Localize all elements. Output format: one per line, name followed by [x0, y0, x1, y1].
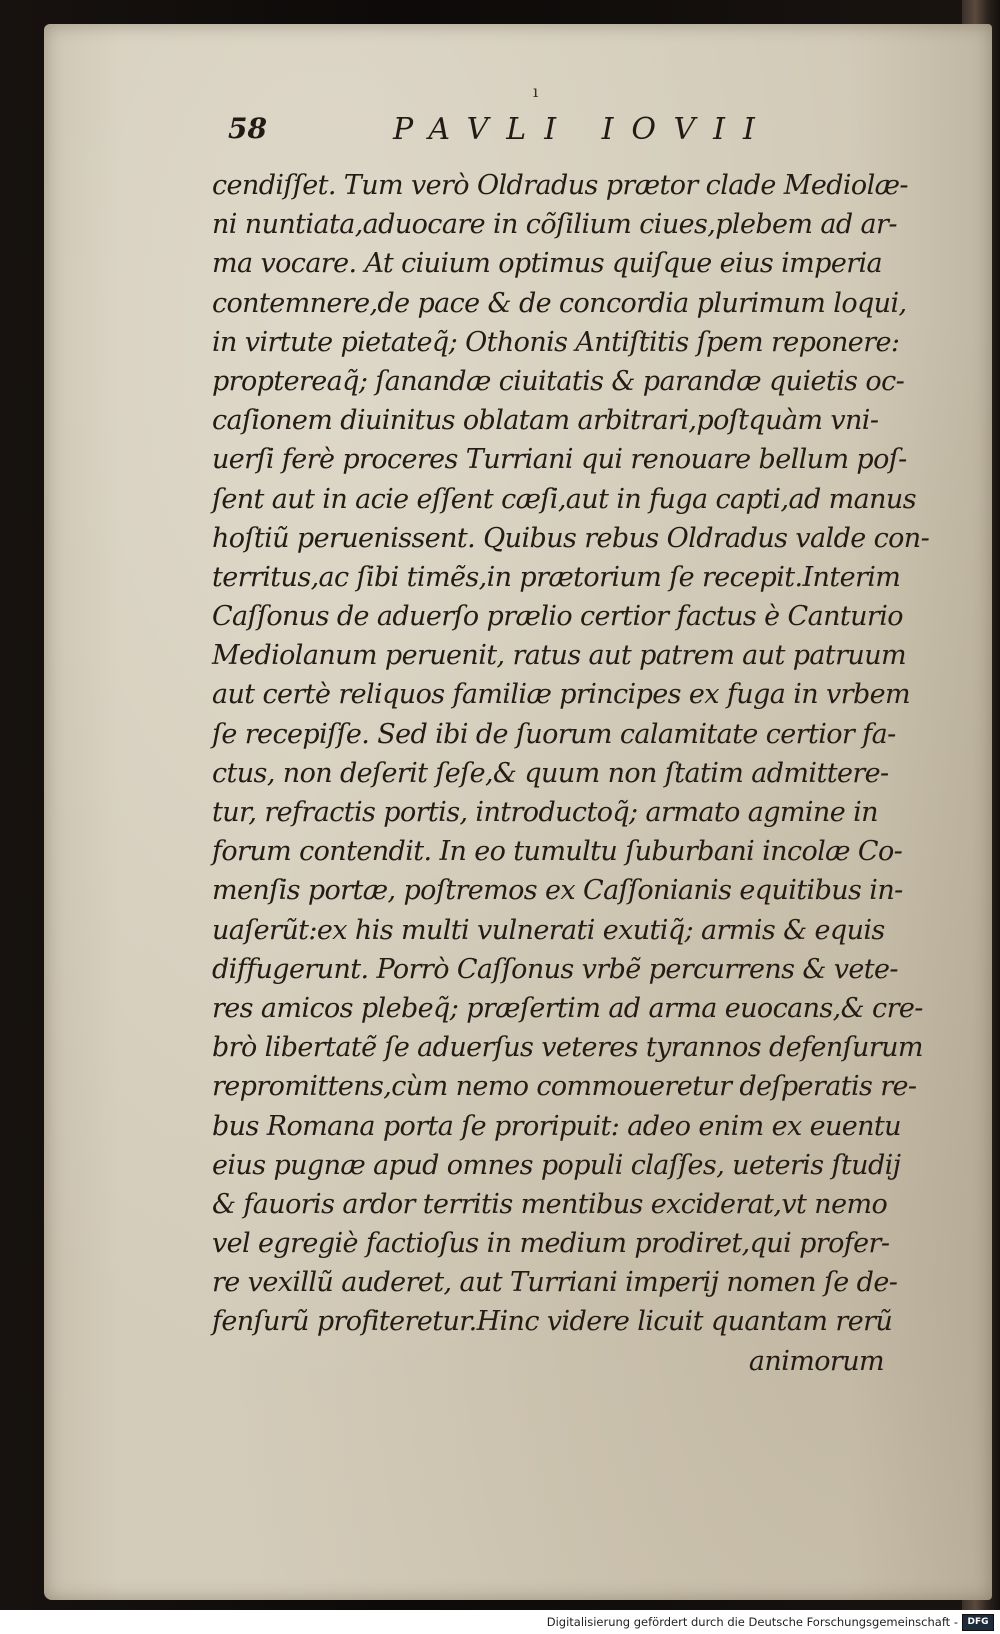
page-header	[228, 112, 788, 152]
text-line: re vexillũ auderet, aut Turriani imperij nomen ſe de-	[212, 1267, 898, 1299]
text-line: cendiſſet. Tum verò Oldradus prætor clade Mediolæ-	[212, 170, 908, 201]
text-line: proptereaq̃; ſanandæ ciuitatis & parandæ quietis oc-	[212, 365, 905, 397]
text-line: & fauoris ardor territis mentibus exciderat,vt nemo	[212, 1188, 888, 1220]
dfg-logo-icon: DFG	[962, 1614, 994, 1631]
funding-credit: Digitalisierung gefördert durch die Deutsche Forschungsgemeinschaft -	[546, 1615, 958, 1629]
page-mark: ı	[533, 82, 539, 101]
text-line: ctus, non deſerit ſeſe,& quum non ſtatim admittere-	[212, 757, 889, 789]
text-line: tur, refractis portis, introductoq̃; armato agmine in	[212, 797, 878, 828]
text-line: vel egregiè factioſus in medium prodiret,qui profer-	[212, 1228, 890, 1260]
text-line: eius pugnæ apud omnes populi claſſes, ueteris ſtudij	[212, 1149, 901, 1181]
body-text	[212, 166, 930, 1381]
text-line: uaſerũt:ex his multi vulnerati exutiq̃; armis & equis	[212, 914, 885, 946]
text-line: territus,ac ſibi timẽs,in prætorium ſe recepit.Interim	[212, 561, 901, 593]
text-line: brò libertatẽ ſe aduerſus veteres tyrannos defenſurum	[212, 1032, 923, 1064]
text-line: menſis portæ, poſtremos ex Caſſonianis equitibus in-	[212, 875, 903, 907]
text-line: diffugerunt. Porrò Caſſonus vrbẽ percurrens & vete-	[212, 953, 898, 985]
page-number: 58	[228, 112, 267, 145]
text-line: fenſurũ profiteretur.Hinc videre licuit quantam rerũ	[212, 1306, 893, 1338]
text-line: aut certè reliquos familiæ principes ex fuga in vrbem	[212, 679, 911, 711]
text-line: uerſi ferè proceres Turriani qui renouare bellum poſ-	[212, 444, 907, 476]
digitization-footer	[0, 1610, 1000, 1634]
catchword: animorum	[748, 1345, 884, 1377]
text-line: contemnere,de pace & de concordia plurimum loqui,	[212, 287, 907, 319]
text-line: res amicos plebeq̃; præſertim ad arma euocans,& cre-	[212, 992, 923, 1024]
text-line: ſent aut in acie eſſent cæſi,aut in fuga capti,ad manus	[212, 483, 916, 515]
text-line: in virtute pietateq̃; Othonis Antiſtitis ſpem reponere:	[212, 326, 900, 358]
running-head: PAVLI IOVII	[393, 112, 773, 147]
text-line: ſe recepiſſe. Sed ibi de ſuorum calamitate certior fa-	[212, 718, 896, 750]
text-line: Caſſonus de aduerſo prælio certior factus è Canturio	[212, 601, 903, 633]
text-line: ni nuntiata,aduocare in cõſilium ciues,plebem ad ar-	[212, 209, 897, 241]
text-line: hoſtiũ peruenissent. Quibus rebus Oldradus valde con-	[212, 522, 930, 554]
text-line: Mediolanum peruenit, ratus aut patrem aut patruum	[212, 640, 907, 672]
text-line: caſionem diuinitus oblatam arbitrari,poſtquàm vni-	[212, 405, 879, 437]
text-line: forum contendit. In eo tumultu ſuburbani incolæ Co-	[212, 836, 903, 868]
text-line: bus Romana porta ſe proripuit: adeo enim ex euentu	[212, 1110, 901, 1142]
text-line: repromittens,cùm nemo commoueretur deſperatis re-	[212, 1071, 917, 1103]
text-line: ma vocare. At ciuium optimus quiſque eius imperia	[212, 248, 883, 280]
